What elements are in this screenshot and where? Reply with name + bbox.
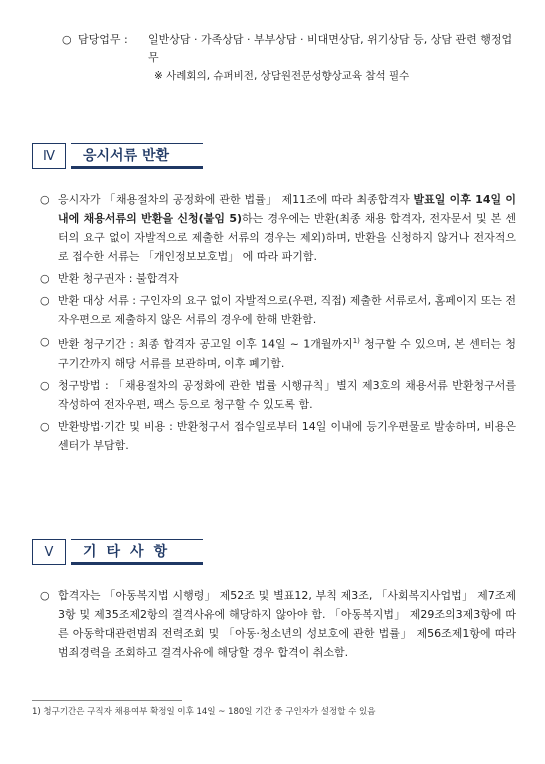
list-item	[40, 586, 516, 662]
duty-row	[62, 31, 522, 67]
item-text: 반환 대상 서류 : 구인자의 요구 없이 자발적으로(우편, 직접) 제출한 서류로서, 홈페이지 또는 전자우편으로 제출하지 않은 서류의 경우에 한해 반환함.	[58, 294, 516, 326]
bullet-circle: ○	[40, 589, 50, 602]
bullet-circle: ○	[40, 193, 50, 206]
item-text: 반환 청구기간 : 최종 합격자 공고일 이후 14일 ~ 1개월까지	[58, 337, 353, 351]
list-item	[40, 269, 516, 288]
duty-block	[62, 31, 522, 85]
item-text: 반환 청구권자 : 불합격자	[58, 272, 179, 285]
item-text: 반환방법·기간 및 비용 : 반환청구서 접수일로부터 14일 이내에 등기우편물로 발송하며, 비용은 센터가 부담함.	[58, 419, 516, 452]
section-4-title: 응시서류 반환	[71, 143, 203, 169]
bullet-circle: ○	[40, 335, 50, 348]
duty-note: ※ 사례회의, 슈퍼비전, 상담원전문성향상교육 참석 필수	[154, 70, 410, 82]
item-text: 합격자는 「아동복지법 시행령」 제52조 및 별표12, 부칙 제3조, 「사회복지사업법」 제7조제3항 및 제35조제2항의 결격사유에 해당하지 않아야 함. 「아동복지법」 제29조의3제3항에 따른 아동학대관련범죄 전력조회 및 「아동·청소년의 성보호에 관한 법률」 제56조제1항에 따라 범죄경력을 조회하고 결격사유에 해당할 경우 합격이 취소함.	[58, 589, 516, 659]
section-5-number: Ⅴ	[32, 539, 66, 565]
list-item	[40, 417, 516, 455]
section-4-items	[40, 190, 516, 458]
bullet-circle: ○	[62, 33, 72, 46]
section-4-number: Ⅳ	[32, 143, 66, 169]
list-item	[40, 190, 516, 266]
section-5-items	[40, 586, 516, 665]
section-5-title: 기타사항	[71, 539, 203, 565]
bullet-circle: ○	[40, 378, 50, 392]
bullet-circle: ○	[40, 272, 50, 285]
item-text: 응시자가 「채용절차의 공정화에 관한 법률」 제11조에 따라 최종합격자	[58, 193, 414, 206]
footnote-ref[interactable]: 1)	[352, 337, 360, 345]
footnote: 1) 청구기간은 구직자 채용여부 확정일 이후 14일 ~ 180일 기간 중 구인자가 설정할 수 있음	[32, 707, 376, 717]
duty-label: 담당업무 :	[78, 33, 128, 46]
item-bold-text: 발표일 이후 14일 이내에 채용서류의 반환을 신청(붙임 5)	[58, 193, 516, 225]
bullet-circle: ○	[40, 294, 50, 307]
section-5-header	[32, 539, 203, 565]
list-item	[40, 332, 516, 373]
section-4-header	[32, 143, 203, 169]
list-item	[40, 291, 516, 329]
list-item	[40, 376, 516, 414]
footnote-divider	[32, 700, 182, 701]
item-text: 청구방법 : 「채용절차의 공정화에 관한 법률 시행규칙」별지 제3호의 채용서류 반환청구서를 작성하여 전자우편, 팩스 등으로 청구할 수 있도록 함.	[58, 378, 516, 411]
duty-body: 일반상담 · 가족상담 · 부부상담 · 비대면상담, 위기상담 등, 상담 관련 행정업무	[148, 33, 513, 64]
item-text: 청구할 수 있으며, 본 센터는 청구기간까지 해당 서류를 보관하며, 이후 폐기함.	[58, 337, 516, 370]
item-text: 하는 경우에는 반환(최종 채용 합격자, 전자문서 및 본 센터의 요구 없이 자발적으로 제출한 서류의 경우는 제외)하며, 반환을 신청하지 않거나 전자적으로 접수한 서류는 「개인정보보호법」 에 따라 파기함.	[58, 212, 516, 263]
bullet-circle: ○	[40, 419, 50, 433]
